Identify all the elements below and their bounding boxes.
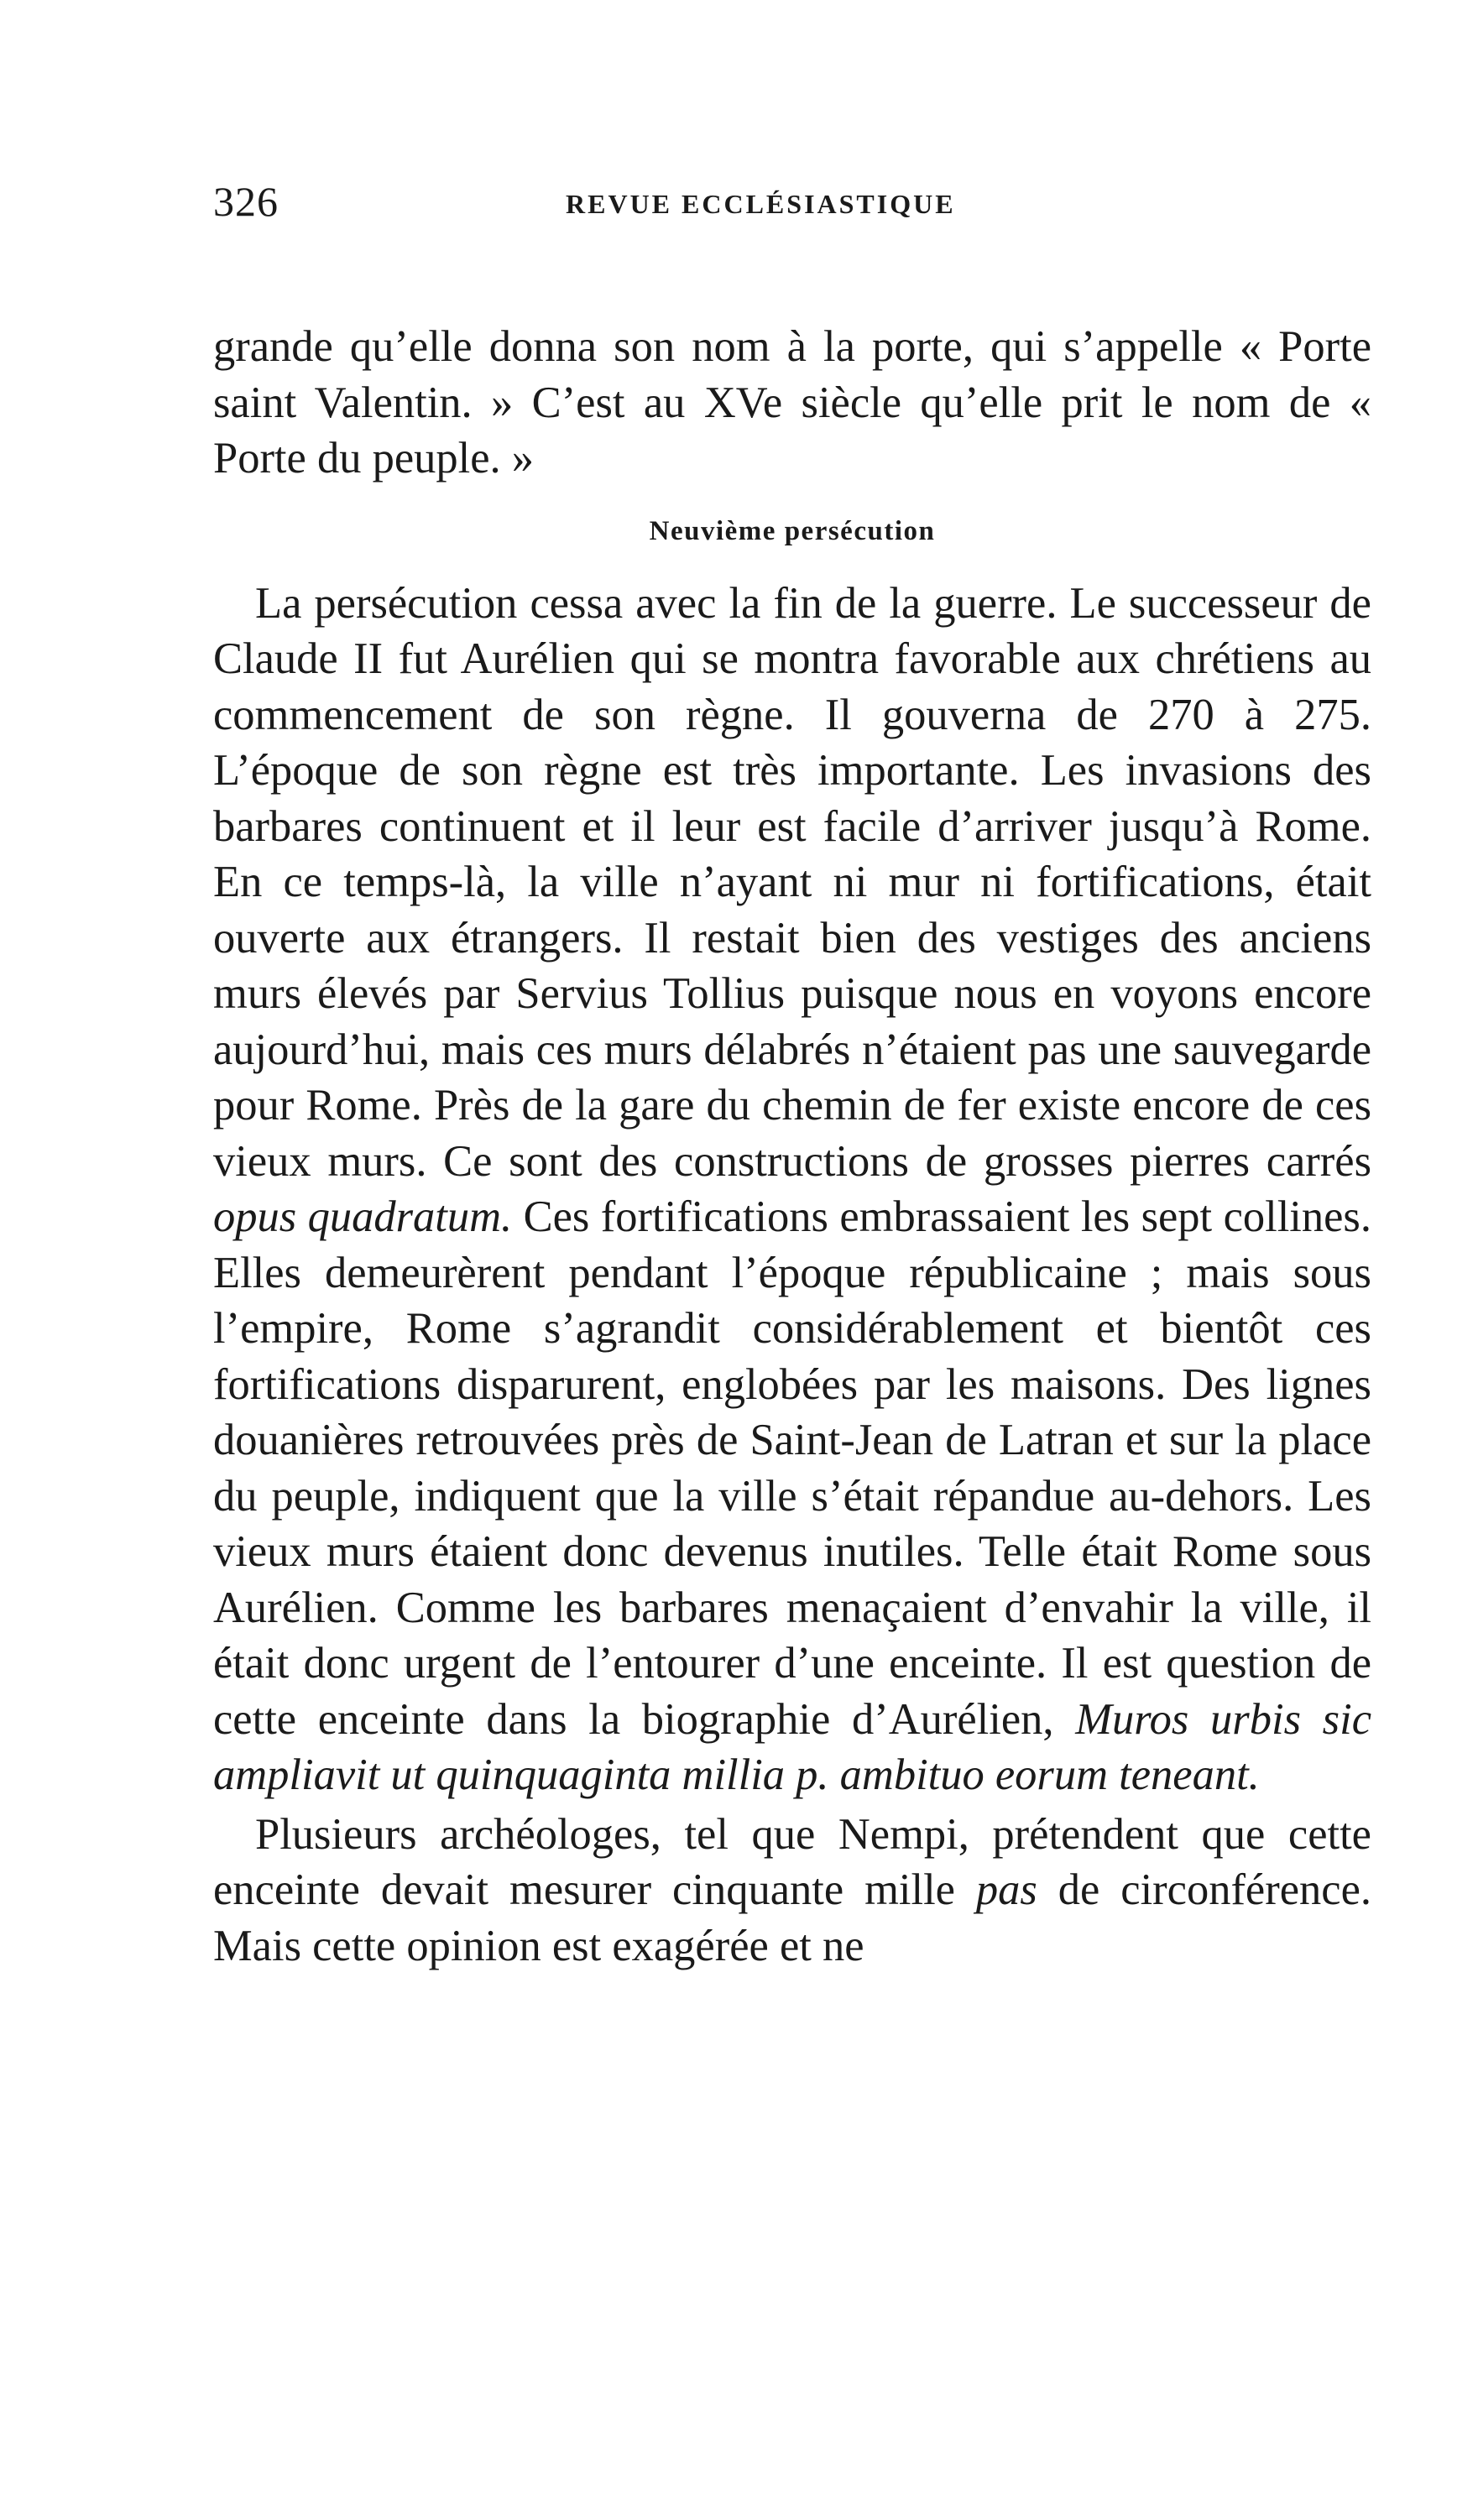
latin-phrase-opus-quadratum: opus quadratum. — [213, 1192, 513, 1241]
journal-title: REVUE ECCLÉSIASTIQUE — [566, 189, 956, 219]
paragraph-aurelien — [213, 576, 1371, 1803]
section-heading: Neuvième persécution — [649, 515, 936, 546]
paragraph-3-end-text: de circonférence. Mais cette opinion est exagérée et ne — [213, 1865, 1371, 1970]
latin-quotation: Muros urbis sic ampliavit ut quinquaginta millia p. ambituo eorum teneant. — [213, 1694, 1371, 1799]
paragraph-2-text: La persécution cessa avec la fin de la guerre. Le successeur de Claude II fut Aurélien qui se montra favorable aux chrétiens au commencement de son règne. Il gouverna de 270 à 275. L’époque de son règne est très importante. Les invasions des barbares continuent et il leur est facile d’arriver jusqu’à Rome. En ce temps-là, la ville n’ayant ni mur ni fortifications, était ouverte aux étrangers. Il restait bien des vestiges des anciens murs élevés par Servius Tollius puisque nous en voyons encore aujourd’hui, mais ces murs délabrés n’étaient pas une sauvegarde pour Rome. Près de la gare du chemin de fer existe encore de ces vieux murs. Ce sont des constructions de grosses pierres carrés — [213, 578, 1371, 1186]
paragraph-1-text: grande qu’elle donna son nom à la porte, qui s’appelle « Porte saint Valentin. » C’est au XVe siècle qu’elle prit le nom de « Porte du peuple. » — [213, 322, 1371, 483]
paragraph-archeologues — [213, 1807, 1371, 1975]
paragraph-3-start-text: Plusieurs archéologes, tel que Nempi, prétendent que cette enceinte devait mesurer cinquante mille — [213, 1809, 1371, 1914]
running-head — [213, 176, 1371, 227]
paragraph-continuation — [213, 319, 1371, 487]
paragraph-2-continued-text: Ces fortifications embrassaient les sept collines. Elles demeurèrent pendant l’époque républicaine ; mais sous l’empire, Rome s’agrandit considérablement et bientôt ces fortifications disparurent, englobées par les maisons. Des lignes douanières retrouvées près de Saint-Jean de Latran et sur la place du peuple, indiquent que la ville s’était répandue au-dehors. Les vieux murs étaient donc devenus inutiles. Telle était Rome sous Aurélien. Comme les barbares menaçaient d’envahir la ville, il était donc urgent de l’entourer d’une enceinte. Il est question de cette enceinte dans la biographie d’Aurélien, — [213, 1192, 1371, 1744]
italic-word-pas: pas — [975, 1865, 1037, 1914]
book-page — [213, 176, 1371, 2375]
page-number: 326 — [213, 178, 279, 225]
